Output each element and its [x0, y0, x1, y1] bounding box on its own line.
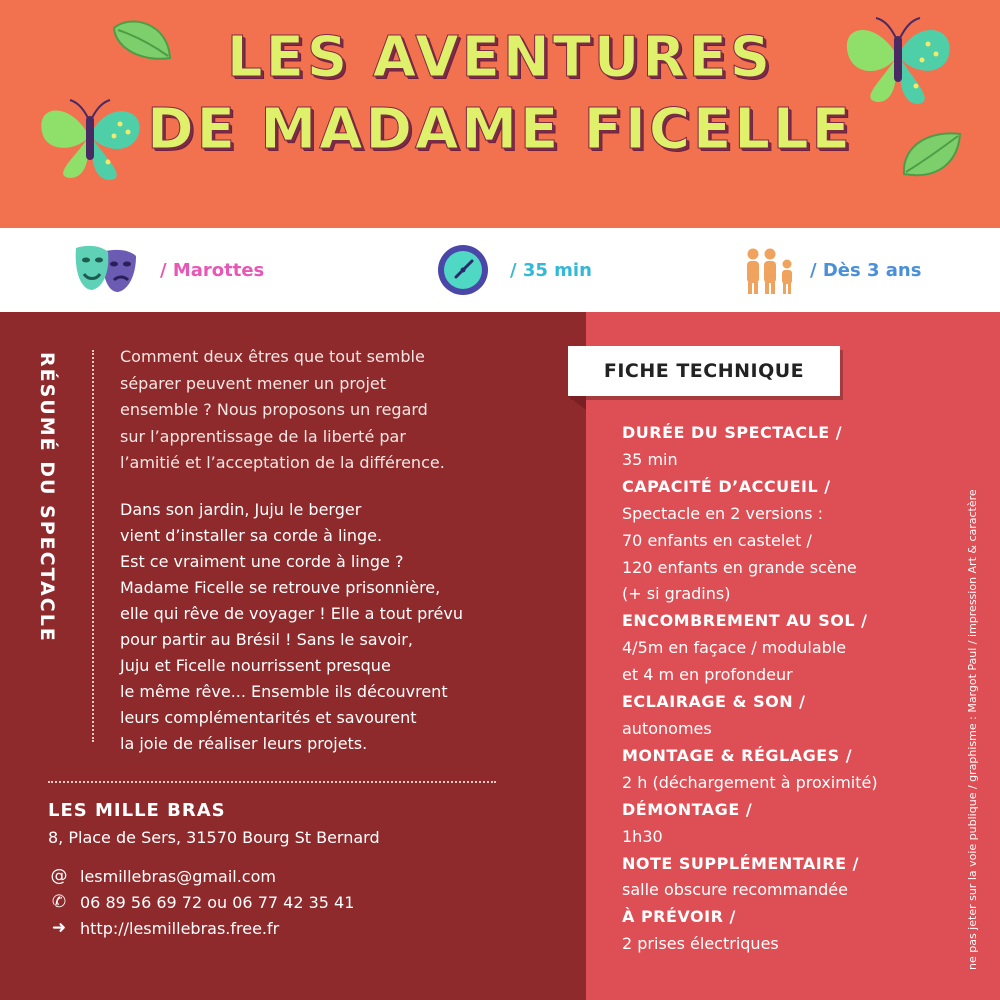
- fiche-value: Spectacle en 2 versions :: [622, 503, 823, 523]
- company-name: LES MILLE BRAS: [48, 800, 226, 821]
- resume-line: leurs complémentarités et savourent: [120, 707, 417, 727]
- resume-line: Dans son jardin, Juju le berger: [120, 499, 362, 519]
- resume-line: l’amitié et l’acceptation de la différence.: [120, 453, 445, 472]
- theater-masks-icon: [72, 242, 140, 298]
- resume-line: sur l’apprentissage de la liberté par: [120, 426, 406, 446]
- fiche-key-demontage: DÉMONTAGE /: [622, 799, 753, 819]
- duration-label: / 35 min: [510, 259, 592, 281]
- fiche-key-eclairage: ECLAIRAGE & SON /: [622, 692, 806, 712]
- fiche-value: 4/5m en façace / modulable: [622, 638, 847, 658]
- fiche-value: 1h30: [622, 826, 663, 846]
- fiche-key-montage: MONTAGE & RÉGLAGES /: [622, 745, 853, 765]
- fiche-list: [622, 420, 962, 958]
- resume-paragraph-1: [120, 344, 540, 477]
- age-label: / Dès 3 ans: [810, 259, 922, 281]
- fiche-key-duree: DURÉE DU SPECTACLE /: [622, 423, 843, 442]
- vertical-dotted-divider: [92, 350, 94, 742]
- fiche-value: et 4 m en profondeur: [622, 665, 793, 685]
- contact-website: [48, 918, 279, 938]
- clock-icon: [436, 243, 490, 297]
- resume-line: Juju et Ficelle nourrissent presque: [120, 655, 391, 675]
- title-line-1: LES AVENTURES: [226, 25, 774, 90]
- resume-text: [120, 344, 540, 757]
- fiche-value: autonomes: [622, 718, 712, 738]
- fiche-heading: FICHE TECHNIQUE: [568, 346, 840, 396]
- resume-line: Comment deux êtres que tout semble: [120, 347, 425, 366]
- contact-phone: [48, 892, 354, 912]
- info-item-genre: [72, 228, 264, 312]
- resume-line: le même rêve... Ensemble ils découvrent: [120, 681, 448, 701]
- fiche-value: salle obscure recommandée: [622, 880, 848, 900]
- fiche-value: 2 h (déchargement à proximité): [622, 772, 878, 792]
- resume-line: vient d’installer sa corde à linge.: [120, 525, 383, 545]
- ribbon-fold: [568, 396, 586, 410]
- resume-heading-text: RÉSUMÉ DU SPECTACLE: [36, 352, 58, 643]
- resume-line: Madame Ficelle se retrouve prisonnière,: [120, 577, 441, 597]
- resume-line: elle qui rêve de voyager ! Elle a tout prévu: [120, 603, 463, 623]
- genre-label: / Marottes: [160, 259, 265, 281]
- resume-line: pour partir au Brésil ! Sans le savoir,: [120, 629, 413, 649]
- resume-line: Est ce vraiment une corde à linge ?: [120, 551, 404, 571]
- resume-line: ensemble ? Nous proposons un regard: [120, 400, 428, 419]
- info-item-age: [742, 228, 921, 312]
- fiche-value: 120 enfants en grande scène: [622, 557, 857, 577]
- fiche-value: 70 enfants en castelet /: [622, 530, 812, 550]
- horizontal-dotted-divider: [48, 781, 496, 783]
- credits-text: ne pas jeter sur la voie publique / graphisme : Margot Paul / impression Art & caractère: [966, 489, 979, 970]
- resume-line: séparer peuvent mener un projet: [120, 373, 387, 393]
- fiche-value: 35 min: [622, 449, 678, 469]
- at-sign-icon: @: [50, 866, 68, 886]
- fiche-value: (+ si gradins): [622, 584, 731, 604]
- email-link[interactable]: lesmillebras@gmail.com: [80, 866, 276, 886]
- contact-email: [48, 866, 276, 886]
- fiche-key-encombrement: ENCOMBREMENT AU SOL /: [622, 611, 868, 631]
- resume-heading: [30, 352, 60, 652]
- info-item-duration: [436, 228, 592, 312]
- resume-line: la joie de réaliser leurs projets.: [120, 733, 368, 753]
- show-title: [0, 22, 1000, 166]
- resume-paragraph-2: [120, 497, 540, 757]
- company-address: 8, Place de Sers, 31570 Bourg St Bernard: [48, 828, 380, 847]
- phone-icon: ✆: [51, 892, 67, 912]
- title-line-2: DE MADAME FICELLE: [147, 97, 853, 162]
- arrow-right-icon: ➜: [51, 918, 67, 938]
- fiche-key-note: NOTE SUPPLÉMENTAIRE /: [622, 853, 859, 873]
- website-link[interactable]: http://lesmillebras.free.fr: [80, 918, 280, 938]
- fiche-key-prevoir: À PRÉVOIR /: [622, 907, 736, 927]
- fiche-value: 2 prises électriques: [622, 934, 779, 954]
- family-icon: [742, 242, 798, 298]
- phone-number[interactable]: 06 89 56 69 72 ou 06 77 42 35 41: [80, 892, 355, 912]
- fiche-key-capacite: CAPACITÉ D’ACCUEIL /: [622, 476, 831, 496]
